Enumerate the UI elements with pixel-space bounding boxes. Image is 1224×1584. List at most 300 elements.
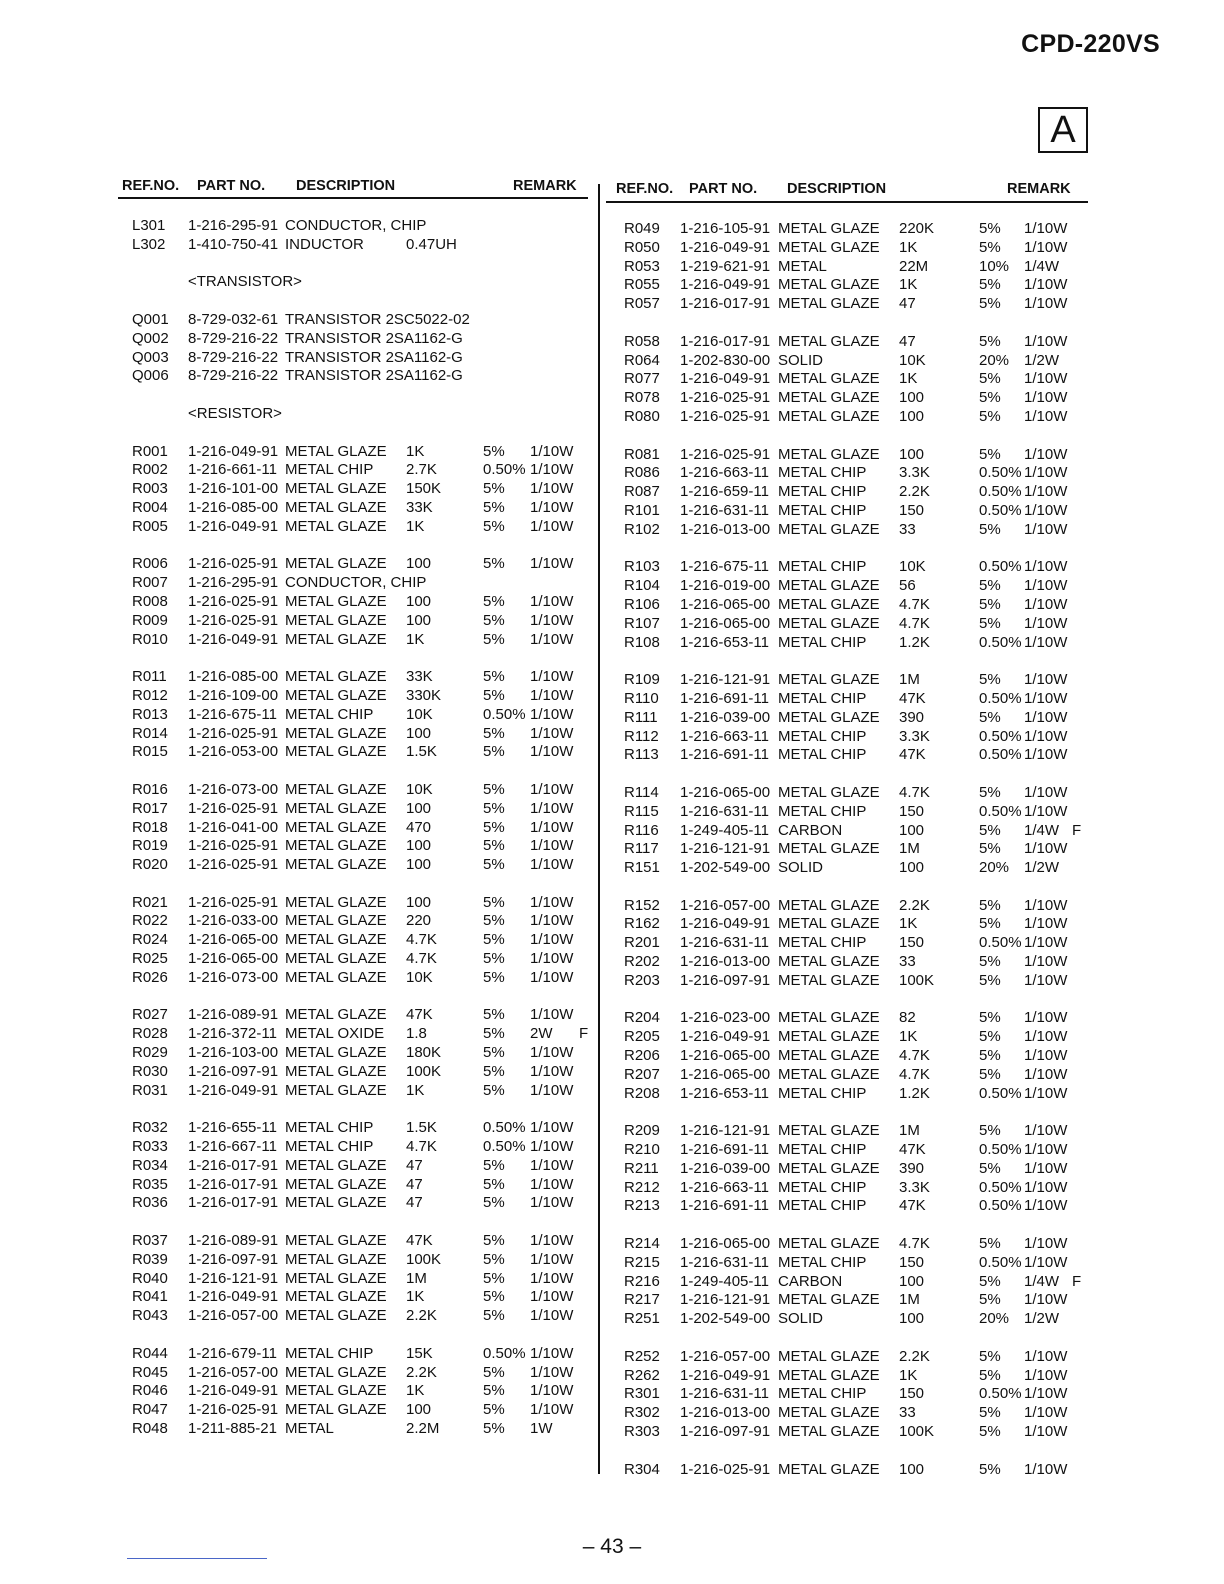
value: 10K <box>406 780 433 798</box>
power-rating: 1/10W <box>530 1175 574 1193</box>
description: METAL GLAZE <box>285 968 387 986</box>
part-no: 1-216-295-91 <box>188 217 279 234</box>
part-no: 1-216-073-00 <box>188 968 279 986</box>
value: 33K <box>406 498 433 516</box>
power-rating: 1/10W <box>1024 1423 1068 1440</box>
part-row <box>624 220 1089 239</box>
tolerance: 0.50% <box>979 934 1022 952</box>
tolerance: 0.50% <box>483 461 526 479</box>
tolerance: 5% <box>979 971 1001 989</box>
ref-no: R117 <box>624 840 659 858</box>
tolerance: 5% <box>979 577 1001 595</box>
part-row <box>624 822 1089 841</box>
part-no: 1-249-405-11 <box>680 821 769 839</box>
value: 2.2K <box>406 1307 437 1325</box>
tolerance: 5% <box>483 1156 505 1174</box>
ref-no: R201 <box>624 934 660 952</box>
part-row <box>132 1082 592 1101</box>
value: 10K <box>899 351 926 369</box>
value: 1K <box>406 630 425 648</box>
value: 150 <box>899 1253 925 1271</box>
power-rating: 2W <box>530 1025 553 1043</box>
value: 22M <box>899 257 929 275</box>
value: 330K <box>406 686 442 704</box>
value: 100K <box>406 1250 442 1268</box>
part-no: 1-216-667-11 <box>188 1138 277 1156</box>
tolerance: 0.50% <box>979 746 1022 764</box>
ref-no: R215 <box>624 1253 660 1271</box>
ref-no: R302 <box>624 1404 660 1422</box>
part-row <box>624 897 1089 916</box>
power-rating: 1/10W <box>1024 689 1068 707</box>
part-row <box>132 894 592 913</box>
part-row <box>132 349 592 368</box>
part-no: 1-216-097-91 <box>680 1423 771 1440</box>
value: 33 <box>899 953 916 971</box>
description: METAL GLAZE <box>778 238 880 256</box>
part-no: 1-216-049-91 <box>680 276 771 294</box>
tolerance: 0.50% <box>979 633 1022 651</box>
value: 2.2K <box>899 896 930 914</box>
tolerance: 5% <box>979 614 1001 632</box>
parts-group <box>132 217 592 273</box>
tolerance: 5% <box>979 520 1001 538</box>
part-row <box>132 574 592 593</box>
part-row <box>132 217 592 236</box>
part-no: 1-216-017-91 <box>188 1194 279 1212</box>
part-row <box>624 915 1089 934</box>
value: 33 <box>899 520 916 538</box>
tolerance: 5% <box>483 1062 505 1080</box>
ref-no: R028 <box>132 1025 168 1043</box>
part-row <box>624 1122 1089 1141</box>
description: METAL GLAZE <box>285 1156 387 1174</box>
power-rating: 1/10W <box>530 968 574 986</box>
description: METAL GLAZE <box>778 1366 880 1384</box>
value: 100K <box>899 1423 935 1440</box>
part-no: 1-216-039-00 <box>680 708 771 726</box>
description: METAL GLAZE <box>285 1307 387 1325</box>
part-no: 1-216-089-91 <box>188 1232 279 1250</box>
part-row <box>624 276 1089 295</box>
part-no: 1-216-653-11 <box>680 1084 769 1102</box>
value: 1K <box>899 915 918 933</box>
ref-no: R055 <box>624 276 660 294</box>
parts-group <box>624 897 1089 1010</box>
value: 390 <box>899 1159 925 1177</box>
tolerance: 5% <box>979 276 1001 294</box>
ref-no: R209 <box>624 1122 660 1140</box>
part-no: 1-216-065-00 <box>188 931 279 949</box>
parts-column-right <box>624 220 1089 1498</box>
ref-no: Q001 <box>132 310 169 328</box>
value: 47 <box>406 1194 423 1212</box>
description: METAL GLAZE <box>778 220 880 237</box>
part-row <box>132 1176 592 1195</box>
part-row <box>132 800 592 819</box>
tolerance: 5% <box>979 332 1001 350</box>
power-rating: 1/10W <box>1024 464 1068 482</box>
value: 1K <box>406 517 425 535</box>
value: 4.7K <box>899 614 930 632</box>
part-row <box>624 1009 1089 1028</box>
ref-no: R041 <box>132 1288 168 1306</box>
part-no: 1-216-663-11 <box>680 464 769 482</box>
value: 47K <box>899 689 926 707</box>
description: METAL GLAZE <box>285 1288 387 1306</box>
description: METAL GLAZE <box>778 1009 880 1027</box>
board-designator-box: A <box>1038 107 1088 153</box>
remark-header: REMARK <box>1007 181 1071 197</box>
tolerance: 5% <box>483 1382 505 1400</box>
parts-group <box>624 558 1089 671</box>
part-no: 1-216-101-00 <box>188 480 279 498</box>
ref-no: R113 <box>624 746 659 764</box>
ref-no: R043 <box>132 1307 168 1325</box>
ref-no-header: REF.NO. <box>616 181 674 197</box>
part-no: 1-216-065-00 <box>188 950 279 968</box>
ref-no: R086 <box>624 464 660 482</box>
part-no: 8-729-032-61 <box>188 310 279 328</box>
description: METAL CHIP <box>778 689 867 707</box>
tolerance: 5% <box>979 915 1001 933</box>
power-rating: 1/10W <box>1024 783 1068 801</box>
power-rating: 1/10W <box>530 950 574 968</box>
ref-no: R203 <box>624 971 660 989</box>
parts-group <box>624 1009 1089 1122</box>
part-no: 1-216-019-00 <box>680 577 771 595</box>
part-no: 1-216-661-11 <box>188 461 277 479</box>
description: METAL CHIP <box>285 461 374 479</box>
tolerance: 5% <box>979 1122 1001 1140</box>
part-row <box>624 840 1089 859</box>
value: 100 <box>406 799 432 817</box>
part-row <box>624 1066 1089 1085</box>
ref-no: R206 <box>624 1047 660 1065</box>
part-row <box>132 593 592 612</box>
power-rating: 1/10W <box>1024 295 1068 313</box>
power-rating: 1/10W <box>1024 1197 1068 1215</box>
ref-no: R202 <box>624 953 660 971</box>
value: 220K <box>899 220 935 237</box>
safety-flag: F <box>579 1025 589 1043</box>
ref-no: R208 <box>624 1084 660 1102</box>
part-row <box>132 1364 592 1383</box>
power-rating: 1/10W <box>1024 1047 1068 1065</box>
power-rating: 1/10W <box>1024 633 1068 651</box>
value: 3.3K <box>899 464 930 482</box>
part-no: 1-202-830-00 <box>680 351 771 369</box>
part-no: 1-216-105-91 <box>680 220 771 237</box>
value: 100 <box>899 445 925 463</box>
power-rating: 1/10W <box>530 837 574 855</box>
part-no: 1-216-097-91 <box>188 1062 279 1080</box>
parts-group <box>132 1119 592 1232</box>
value: 150 <box>899 501 925 519</box>
value: 100K <box>899 971 935 989</box>
power-rating: 1/10W <box>1024 1347 1068 1365</box>
description: METAL GLAZE <box>778 1423 880 1440</box>
part-no: 1-216-675-11 <box>188 705 277 723</box>
value: 10K <box>406 968 433 986</box>
ref-no: R006 <box>132 555 168 573</box>
ref-no: R032 <box>132 1119 168 1137</box>
ref-no: R111 <box>624 708 658 726</box>
part-row <box>624 446 1089 465</box>
part-row <box>132 499 592 518</box>
part-no: 1-216-057-00 <box>188 1363 279 1381</box>
description: METAL CHIP <box>778 802 867 820</box>
tolerance: 0.50% <box>979 689 1022 707</box>
part-no: 1-216-663-11 <box>680 727 769 745</box>
power-rating: 1/10W <box>530 799 574 817</box>
value: 100 <box>899 1310 925 1328</box>
tolerance: 0.50% <box>979 558 1022 576</box>
power-rating: 1/10W <box>1024 1084 1068 1102</box>
part-row <box>132 480 592 499</box>
description: SOLID <box>778 859 824 877</box>
description: INDUCTOR <box>285 235 364 253</box>
value: 4.7K <box>899 1235 930 1253</box>
value: 3.3K <box>899 1178 930 1196</box>
description: METAL GLAZE <box>778 595 880 613</box>
part-row <box>132 912 592 931</box>
ref-no: R005 <box>132 517 168 535</box>
tolerance: 5% <box>483 686 505 704</box>
power-rating: 1/10W <box>1024 1159 1068 1177</box>
part-no: 1-216-097-91 <box>188 1250 279 1268</box>
tolerance: 5% <box>483 1420 505 1437</box>
description: METAL GLAZE <box>778 1291 880 1309</box>
power-rating: 1/10W <box>1024 389 1068 407</box>
ref-no: R020 <box>132 856 168 874</box>
ref-no: R035 <box>132 1175 168 1193</box>
tolerance: 5% <box>483 668 505 686</box>
ref-no: R022 <box>132 912 168 930</box>
ref-no: R104 <box>624 577 660 595</box>
ref-no: R262 <box>624 1366 660 1384</box>
description: METAL GLAZE <box>285 856 387 874</box>
part-row <box>624 1404 1089 1423</box>
ref-no: R057 <box>624 295 660 313</box>
description: METAL GLAZE <box>285 686 387 704</box>
ref-no: R103 <box>624 558 660 576</box>
part-row <box>132 1063 592 1082</box>
part-row <box>132 819 592 838</box>
value: 2.2K <box>899 1347 930 1365</box>
ref-no: R087 <box>624 483 660 501</box>
value: 150 <box>899 934 925 952</box>
part-row <box>132 443 592 462</box>
part-row <box>624 1179 1089 1198</box>
tolerance: 5% <box>483 1401 505 1419</box>
description: METAL GLAZE <box>778 1122 880 1140</box>
tolerance: 5% <box>483 837 505 855</box>
part-row <box>132 706 592 725</box>
description: TRANSISTOR 2SA1162-G <box>285 329 463 347</box>
part-no: 1-216-049-91 <box>680 915 771 933</box>
power-rating: 1/10W <box>530 1307 574 1325</box>
part-row <box>132 725 592 744</box>
value: 1K <box>899 1366 918 1384</box>
ref-no: R033 <box>132 1138 168 1156</box>
power-rating: 1/10W <box>530 517 574 535</box>
part-no: 1-216-295-91 <box>188 574 279 592</box>
part-no: 1-216-057-00 <box>680 1347 771 1365</box>
spacer <box>132 292 592 311</box>
part-row <box>624 596 1089 615</box>
value: 1K <box>899 1028 918 1046</box>
power-rating: 1/10W <box>1024 915 1068 933</box>
tolerance: 5% <box>483 1044 505 1062</box>
tolerance: 5% <box>979 1366 1001 1384</box>
ref-no: R047 <box>132 1401 168 1419</box>
description: METAL GLAZE <box>285 724 387 742</box>
part-row <box>624 1047 1089 1066</box>
power-rating: 1/10W <box>530 498 574 516</box>
part-row <box>132 461 592 480</box>
part-no-header: PART NO. <box>689 181 758 197</box>
part-no: 1-216-057-00 <box>680 896 771 914</box>
description: METAL GLAZE <box>285 1081 387 1099</box>
ref-no: R018 <box>132 818 168 836</box>
description: METAL GLAZE <box>285 555 387 573</box>
tolerance: 5% <box>979 1347 1001 1365</box>
part-row <box>132 668 592 687</box>
part-row <box>624 803 1089 822</box>
part-no: 1-216-372-11 <box>188 1025 277 1043</box>
value: 33 <box>899 1404 916 1422</box>
tolerance: 20% <box>979 351 1010 369</box>
part-no: 1-216-025-91 <box>680 1460 771 1478</box>
ref-no: R081 <box>624 445 660 463</box>
value: 10K <box>406 705 433 723</box>
tolerance: 5% <box>483 1307 505 1325</box>
part-no: 1-216-049-91 <box>188 630 279 648</box>
description: METAL GLAZE <box>778 1235 880 1253</box>
power-rating: 1/10W <box>530 818 574 836</box>
ref-no: R008 <box>132 592 168 610</box>
part-no: 1-216-013-00 <box>680 953 771 971</box>
part-no: 1-216-121-91 <box>680 1291 771 1309</box>
power-rating: 1/10W <box>530 1382 574 1400</box>
power-rating: 1/10W <box>530 1232 574 1250</box>
tolerance: 0.50% <box>979 1385 1022 1403</box>
part-no: 1-216-025-91 <box>188 592 279 610</box>
part-no: 1-216-691-11 <box>680 746 769 764</box>
part-row <box>624 239 1089 258</box>
power-rating: 1/10W <box>1024 407 1068 425</box>
part-no: 1-216-049-91 <box>188 442 279 460</box>
value: 47 <box>899 332 916 350</box>
description: METAL GLAZE <box>285 1250 387 1268</box>
power-rating: 1/10W <box>1024 840 1068 858</box>
part-no: 1-216-025-91 <box>188 837 279 855</box>
description: METAL CHIP <box>778 746 867 764</box>
power-rating: 1/4W <box>1024 257 1060 275</box>
parts-group <box>132 405 592 555</box>
power-rating: 1/10W <box>1024 1460 1068 1478</box>
part-no: 1-216-631-11 <box>680 934 769 952</box>
ref-no: R107 <box>624 614 660 632</box>
power-rating: 1/10W <box>1024 1009 1068 1027</box>
tolerance: 5% <box>979 783 1001 801</box>
value: 100 <box>899 407 925 425</box>
part-no: 1-216-065-00 <box>680 595 771 613</box>
ref-no: R115 <box>624 802 659 820</box>
tolerance: 5% <box>483 743 505 761</box>
part-row <box>132 1119 592 1138</box>
power-rating: 1/10W <box>530 1156 574 1174</box>
description: METAL GLAZE <box>285 480 387 498</box>
power-rating: 1/4W <box>1024 821 1060 839</box>
value: 33K <box>406 668 433 686</box>
part-no: 1-216-025-91 <box>680 389 771 407</box>
part-row <box>624 521 1089 540</box>
tolerance: 5% <box>979 1423 1001 1440</box>
tolerance: 5% <box>483 1288 505 1306</box>
value: 390 <box>899 708 925 726</box>
tolerance: 5% <box>979 1235 1001 1253</box>
description: METAL GLAZE <box>778 1347 880 1365</box>
description: METAL CHIP <box>778 633 867 651</box>
ref-no: R024 <box>132 931 168 949</box>
remark-header: REMARK <box>513 178 577 194</box>
ref-no: R045 <box>132 1363 168 1381</box>
parts-group <box>624 446 1089 559</box>
description: METAL GLAZE <box>285 1401 387 1419</box>
power-rating: 1/10W <box>530 461 574 479</box>
power-rating: 1/10W <box>1024 802 1068 820</box>
part-no: 1-216-121-91 <box>188 1269 279 1287</box>
part-no: 1-216-121-91 <box>680 1122 771 1140</box>
description: METAL CHIP <box>778 483 867 501</box>
ref-no: R004 <box>132 498 168 516</box>
description: METAL CHIP <box>285 705 374 723</box>
tolerance: 0.50% <box>979 1178 1022 1196</box>
value: 4.7K <box>406 950 437 968</box>
ref-no: R216 <box>624 1272 660 1290</box>
page-number: – 43 – <box>582 1535 642 1558</box>
description: METAL GLAZE <box>285 1062 387 1080</box>
part-no: 1-216-025-91 <box>188 799 279 817</box>
part-row <box>132 1138 592 1157</box>
description: METAL GLAZE <box>778 520 880 538</box>
part-row <box>624 352 1089 371</box>
ref-no: R002 <box>132 461 168 479</box>
value: 3.3K <box>899 727 930 745</box>
ref-no: R016 <box>132 780 168 798</box>
power-rating: 1/10W <box>1024 1028 1068 1046</box>
tolerance: 5% <box>979 220 1001 237</box>
value: 220 <box>406 912 432 930</box>
tolerance: 5% <box>483 780 505 798</box>
ref-no: R214 <box>624 1235 660 1253</box>
part-no: 8-729-216-22 <box>188 367 279 385</box>
tolerance: 5% <box>483 724 505 742</box>
power-rating: 1/10W <box>1024 1141 1068 1159</box>
description: METAL GLAZE <box>778 1028 880 1046</box>
tolerance: 5% <box>979 953 1001 971</box>
tolerance: 20% <box>979 859 1010 877</box>
tolerance: 5% <box>979 1009 1001 1027</box>
part-row <box>624 859 1089 878</box>
part-row <box>132 950 592 969</box>
value: 47K <box>406 1006 433 1024</box>
part-row <box>624 483 1089 502</box>
ref-no: R010 <box>132 630 168 648</box>
value: 4.7K <box>899 783 930 801</box>
